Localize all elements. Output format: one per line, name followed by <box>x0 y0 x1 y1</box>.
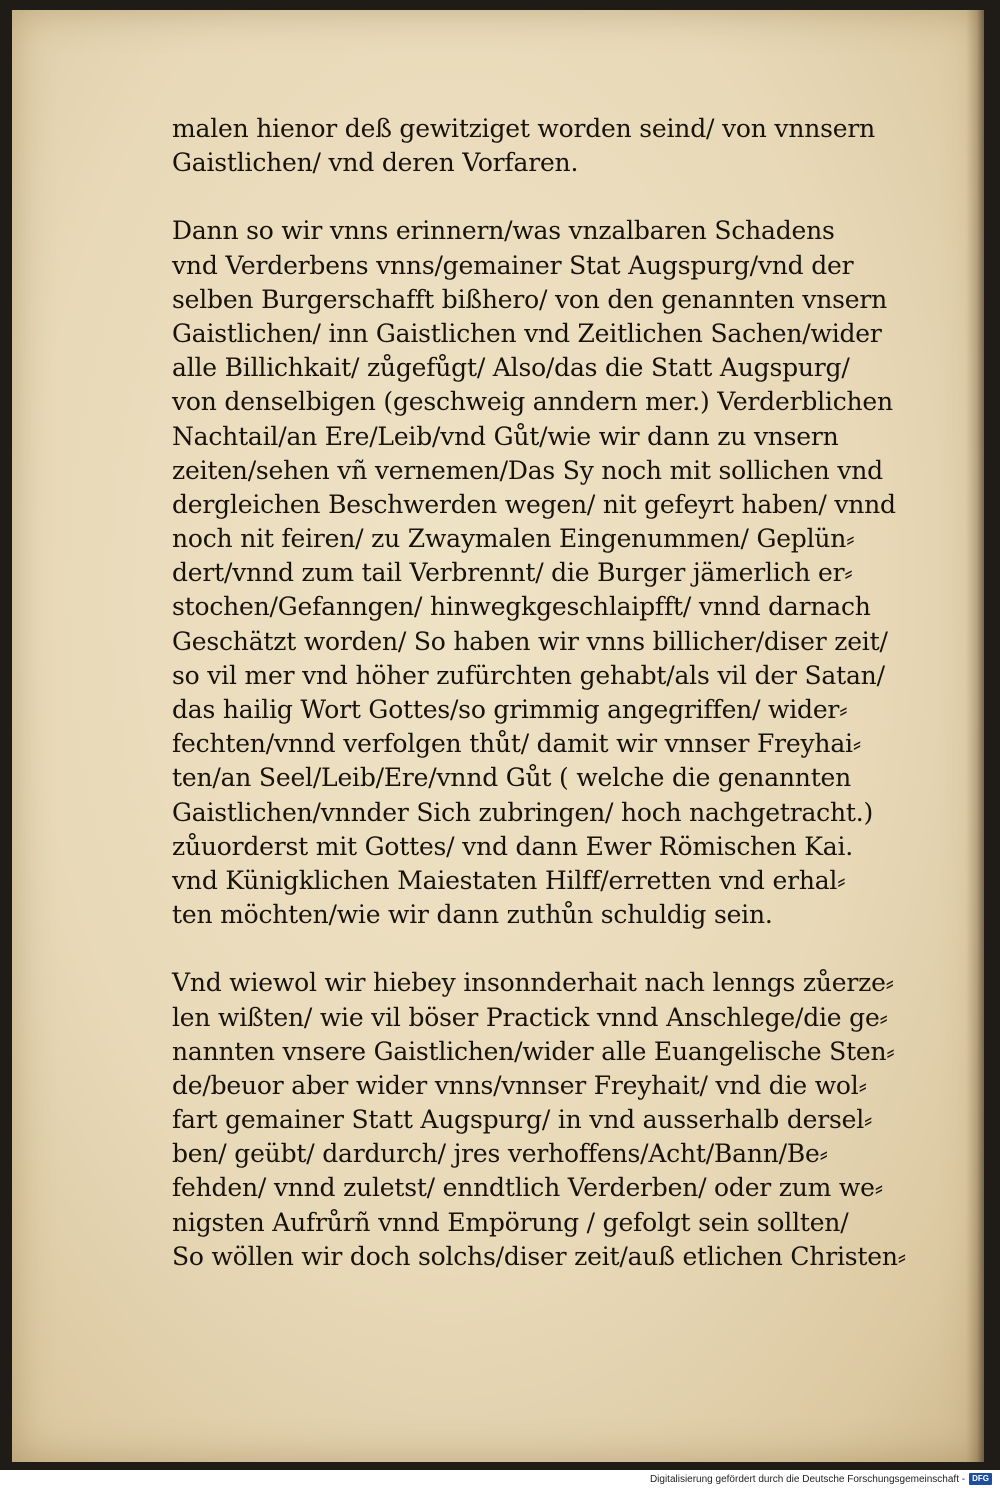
text-line: Vnd wiewol wir hiebey insonnderhait nach lenngs zůerze⸗ <box>172 968 894 998</box>
footer-bar <box>0 1470 1000 1488</box>
text-line: fechten/vnnd verfolgen thůt/ damit wir vnnser Freyhai⸗ <box>172 729 861 759</box>
text-line: Gaistlichen/ vnd deren Vorfaren. <box>172 148 579 178</box>
text-line: Nachtail/an Ere/Leib/vnd Gůt/wie wir dann zu vnsern <box>172 421 839 451</box>
text-line: ten/an Seel/Leib/Ere/vnnd Gůt ( welche die genannten <box>172 763 852 793</box>
text-line: alle Billichkait/ zůgefůgt/ Also/das die Statt Augspurg/ <box>172 353 850 383</box>
text-line: zůuorderst mit Gottes/ vnd dann Ewer Römischen Kai. <box>172 831 853 861</box>
text-line: fart gemainer Statt Augspurg/ in vnd ausserhalb dersel⸗ <box>172 1105 873 1135</box>
text-line: vnd Verderbens vnns/gemainer Stat Augspurg/vnd der <box>172 250 854 280</box>
text-line: noch nit feiren/ zu Zwaymalen Eingenummen/ Geplün⸗ <box>172 524 855 554</box>
text-line: nannten vnsere Gaistlichen/wider alle Euangelische Sten⸗ <box>172 1036 895 1066</box>
text-line: das hailig Wort Gottes/so grimmig angegriffen/ wider⸗ <box>172 695 848 724</box>
text-line: de/beuor aber wider vnns/vnnser Freyhait/ vnd die wol⸗ <box>172 1070 867 1100</box>
paragraph-3 <box>172 966 972 1274</box>
text-line: stochen/Gefanngen/ hinwegkgeschlaipfft/ vnnd darnach <box>172 592 871 622</box>
text-line: vnd Künigklichen Maiestaten Hilff/erretten vnd erhal⸗ <box>172 865 846 895</box>
text-line: so vil mer vnd höher zufürchten gehabt/als vil der Satan/ <box>172 660 885 690</box>
text-line: malen hienor deß gewitziget worden seind/ von vnnsern <box>172 114 875 143</box>
text-block <box>172 112 972 1274</box>
paragraph-2 <box>172 214 972 932</box>
text-line: dergleichen Beschwerden wegen/ nit gefeyrt haben/ vnnd <box>172 489 896 519</box>
text-line: Dann so wir vnns erinnern/was vnzalbaren Schadens <box>172 216 835 246</box>
text-line: Geschätzt worden/ So haben wir vnns billicher/diser zeit/ <box>172 626 888 656</box>
text-line: fehden/ vnnd zuletst/ enndtlich Verderben/ oder zum we⸗ <box>172 1173 883 1203</box>
paragraph-1 <box>172 112 972 180</box>
text-line: Gaistlichen/ inn Gaistlichen vnd Zeitlichen Sachen/wider <box>172 318 882 348</box>
text-line: ben/ geübt/ dardurch/ jres verhoffens/Acht/Bann/Be⸗ <box>172 1139 828 1169</box>
text-line: dert/vnnd zum tail Verbrennt/ die Burger jämerlich er⸗ <box>172 558 853 588</box>
text-line: nigsten Aufrůrñ vnnd Empörung / gefolgt sein sollten/ <box>172 1207 849 1237</box>
text-line: So wöllen wir doch solchs/diser zeit/auß etlichen Christen⸗ <box>172 1241 906 1271</box>
text-line: Gaistlichen/vnnder Sich zubringen/ hoch nachgetracht.) <box>172 797 874 827</box>
text-line: len wißten/ wie vil böser Practick vnnd Anschlege/die ge⸗ <box>172 1002 888 1032</box>
dfg-logo: DFG <box>969 1473 992 1485</box>
text-line: selben Burgerschafft bißhero/ von den genannten vnsern <box>172 284 888 314</box>
funding-credit: Digitalisierung gefördert durch die Deutsche Forschungsgemeinschaft - <box>649 1473 966 1485</box>
text-line: zeiten/sehen vñ vernemen/Das Sy noch mit sollichen vnd <box>172 455 883 485</box>
text-line: ten möchten/wie wir dann zuthůn schuldig sein. <box>172 900 773 930</box>
text-line: von denselbigen (geschweig anndern mer.) Verderblichen <box>172 387 893 417</box>
